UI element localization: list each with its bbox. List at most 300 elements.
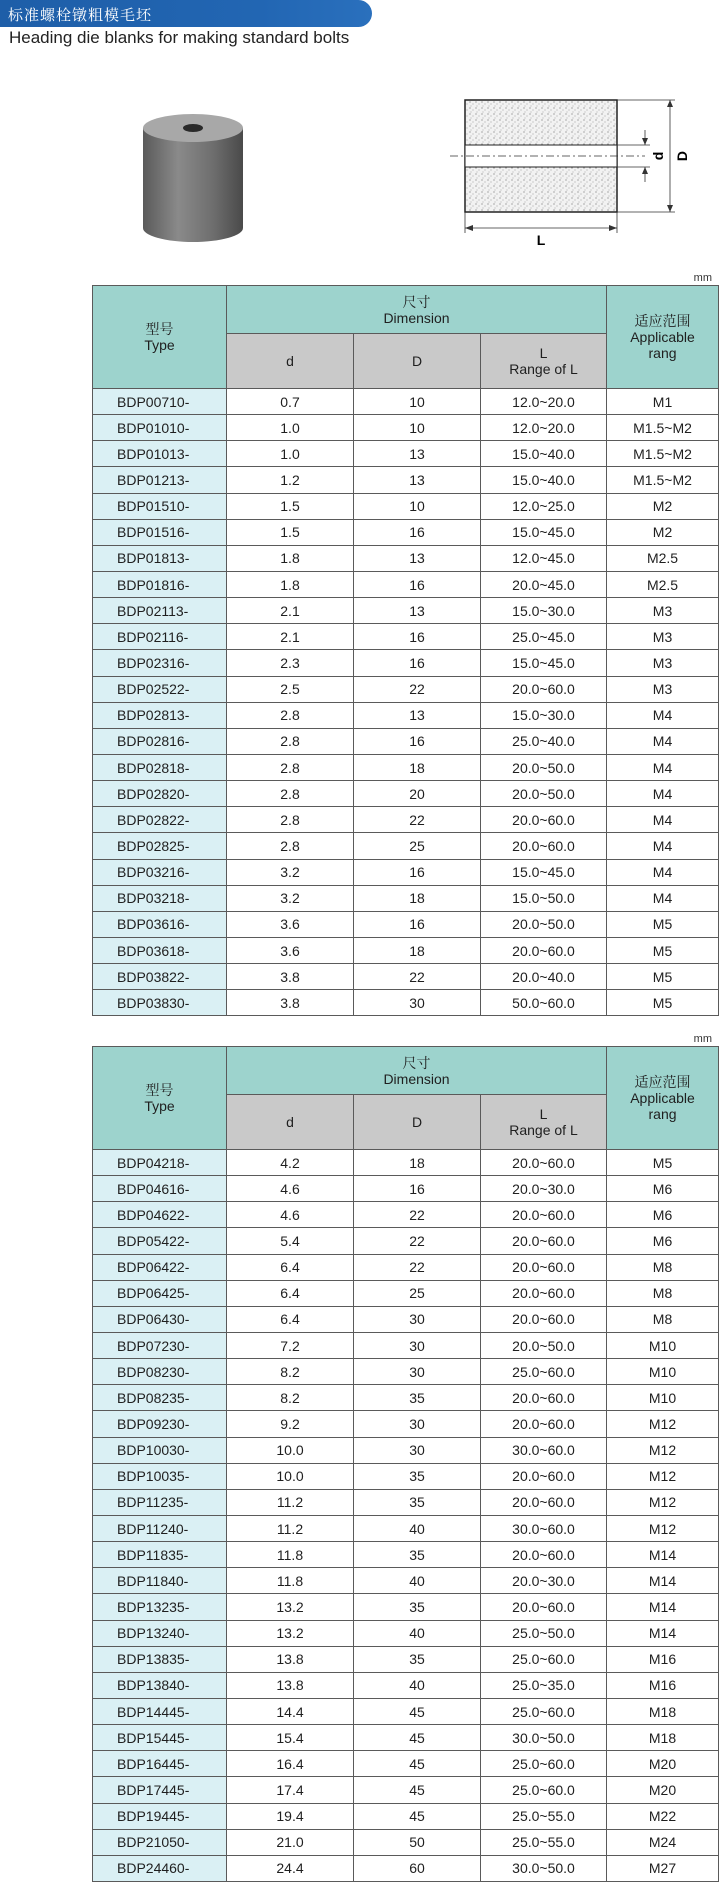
d-cell: 1.5 [227, 519, 354, 545]
table-row [93, 885, 719, 911]
D-cell: 16 [354, 859, 481, 885]
D-cell: 35 [354, 1594, 481, 1620]
L-range-cell: 20.0~50.0 [481, 754, 607, 780]
dimension-diagram [445, 95, 690, 250]
applicable-cell: M20 [607, 1751, 719, 1777]
type-cell: BDP14445- [93, 1698, 227, 1724]
d-cell: 3.2 [227, 885, 354, 911]
L-range-cell: 25.0~60.0 [481, 1777, 607, 1803]
d-cell: 6.4 [227, 1254, 354, 1280]
applicable-cell: M14 [607, 1620, 719, 1646]
applicable-cell: M4 [607, 807, 719, 833]
type-cell: BDP01013- [93, 441, 227, 467]
L-range-cell: 30.0~60.0 [481, 1515, 607, 1541]
type-cell: BDP03218- [93, 885, 227, 911]
applicable-cell: M14 [607, 1542, 719, 1568]
L-range-cell: 25.0~50.0 [481, 1620, 607, 1646]
D-cell: 13 [354, 598, 481, 624]
d-cell: 19.4 [227, 1803, 354, 1829]
header-type: 型号 Type [93, 286, 227, 389]
L-range-cell: 25.0~40.0 [481, 728, 607, 754]
type-cell: BDP17445- [93, 1777, 227, 1803]
L-range-cell: 20.0~60.0 [481, 1594, 607, 1620]
table2-unit: mm [693, 1033, 712, 1045]
type-cell: BDP10035- [93, 1463, 227, 1489]
header-applicable: 适应范围 Applicable rang [607, 1047, 719, 1150]
L-range-cell: 12.0~45.0 [481, 545, 607, 571]
L-range-cell: 12.0~20.0 [481, 415, 607, 441]
L-range-cell: 30.0~50.0 [481, 1725, 607, 1751]
type-cell: BDP04622- [93, 1202, 227, 1228]
d-cell: 10.0 [227, 1463, 354, 1489]
L-range-cell: 20.0~50.0 [481, 1332, 607, 1358]
applicable-cell: M5 [607, 911, 719, 937]
type-cell: BDP02825- [93, 833, 227, 859]
table-row [93, 990, 719, 1016]
table-row [93, 1515, 719, 1541]
header-dimension: 尺寸 Dimension [227, 286, 607, 334]
header-D: D [354, 334, 481, 389]
type-cell: BDP02820- [93, 781, 227, 807]
type-cell: BDP02522- [93, 676, 227, 702]
type-cell: BDP16445- [93, 1751, 227, 1777]
L-range-cell: 15.0~45.0 [481, 519, 607, 545]
type-cell: BDP02818- [93, 754, 227, 780]
table-row [93, 1829, 719, 1855]
d-cell: 10.0 [227, 1437, 354, 1463]
d-cell: 0.7 [227, 389, 354, 415]
type-cell: BDP02116- [93, 624, 227, 650]
d-cell: 3.6 [227, 937, 354, 963]
D-cell: 22 [354, 676, 481, 702]
type-cell: BDP03216- [93, 859, 227, 885]
D-cell: 30 [354, 1411, 481, 1437]
table-row [93, 415, 719, 441]
type-cell: BDP21050- [93, 1829, 227, 1855]
D-cell: 35 [354, 1646, 481, 1672]
type-cell: BDP01816- [93, 571, 227, 597]
L-range-cell: 20.0~60.0 [481, 1385, 607, 1411]
applicable-cell: M10 [607, 1332, 719, 1358]
d-cell: 2.5 [227, 676, 354, 702]
type-cell: BDP13840- [93, 1672, 227, 1698]
L-range-cell: 30.0~60.0 [481, 1437, 607, 1463]
applicable-cell: M12 [607, 1515, 719, 1541]
applicable-cell: M2 [607, 519, 719, 545]
table-row [93, 624, 719, 650]
D-cell: 50 [354, 1829, 481, 1855]
L-range-cell: 20.0~30.0 [481, 1568, 607, 1594]
d-cell: 2.8 [227, 754, 354, 780]
L-range-cell: 20.0~60.0 [481, 1411, 607, 1437]
applicable-cell: M8 [607, 1280, 719, 1306]
applicable-cell: M24 [607, 1829, 719, 1855]
d-cell: 24.4 [227, 1855, 354, 1881]
table-row [93, 728, 719, 754]
applicable-cell: M12 [607, 1489, 719, 1515]
type-cell: BDP04616- [93, 1176, 227, 1202]
D-cell: 16 [354, 571, 481, 597]
D-cell: 22 [354, 1228, 481, 1254]
type-cell: BDP01213- [93, 467, 227, 493]
d-cell: 2.8 [227, 728, 354, 754]
d-cell: 2.8 [227, 781, 354, 807]
L-range-cell: 25.0~60.0 [481, 1751, 607, 1777]
table-row [93, 1855, 719, 1881]
L-range-cell: 25.0~55.0 [481, 1829, 607, 1855]
table-row [93, 964, 719, 990]
applicable-cell: M4 [607, 728, 719, 754]
D-cell: 40 [354, 1515, 481, 1541]
d-cell: 3.2 [227, 859, 354, 885]
type-cell: BDP02816- [93, 728, 227, 754]
type-cell: BDP06430- [93, 1306, 227, 1332]
diagram-label-d: d [650, 151, 666, 161]
type-cell: BDP02316- [93, 650, 227, 676]
table-row [93, 1672, 719, 1698]
table-row [93, 1568, 719, 1594]
applicable-cell: M4 [607, 859, 719, 885]
applicable-cell: M4 [607, 702, 719, 728]
d-cell: 13.2 [227, 1620, 354, 1646]
D-cell: 30 [354, 1306, 481, 1332]
applicable-cell: M3 [607, 598, 719, 624]
table-row [93, 1254, 719, 1280]
D-cell: 16 [354, 911, 481, 937]
applicable-cell: M3 [607, 650, 719, 676]
applicable-cell: M5 [607, 937, 719, 963]
table-row [93, 1280, 719, 1306]
type-cell: BDP01516- [93, 519, 227, 545]
type-cell: BDP04218- [93, 1150, 227, 1176]
d-cell: 3.8 [227, 990, 354, 1016]
applicable-cell: M2 [607, 493, 719, 519]
table-row [93, 1150, 719, 1176]
applicable-cell: M14 [607, 1568, 719, 1594]
type-cell: BDP11235- [93, 1489, 227, 1515]
type-cell: BDP11835- [93, 1542, 227, 1568]
D-cell: 25 [354, 1280, 481, 1306]
D-cell: 35 [354, 1489, 481, 1515]
type-cell: BDP07230- [93, 1332, 227, 1358]
L-range-cell: 25.0~60.0 [481, 1359, 607, 1385]
d-cell: 1.2 [227, 467, 354, 493]
type-cell: BDP10030- [93, 1437, 227, 1463]
type-cell: BDP19445- [93, 1803, 227, 1829]
table-row [93, 1359, 719, 1385]
table-row [93, 1620, 719, 1646]
d-cell: 1.8 [227, 545, 354, 571]
applicable-cell: M20 [607, 1777, 719, 1803]
D-cell: 35 [354, 1385, 481, 1411]
table-row [93, 859, 719, 885]
L-range-cell: 20.0~60.0 [481, 1254, 607, 1280]
d-cell: 11.2 [227, 1515, 354, 1541]
table-row [93, 571, 719, 597]
applicable-cell: M1.5~M2 [607, 415, 719, 441]
L-range-cell: 15.0~30.0 [481, 598, 607, 624]
L-range-cell: 20.0~60.0 [481, 1463, 607, 1489]
table-row [93, 1332, 719, 1358]
D-cell: 45 [354, 1803, 481, 1829]
applicable-cell: M1.5~M2 [607, 467, 719, 493]
title-chinese: 标准螺栓镦粗模毛坯 [8, 6, 153, 24]
table-row [93, 676, 719, 702]
L-range-cell: 20.0~60.0 [481, 1306, 607, 1332]
d-cell: 1.5 [227, 493, 354, 519]
type-cell: BDP13835- [93, 1646, 227, 1672]
D-cell: 40 [354, 1672, 481, 1698]
d-cell: 16.4 [227, 1751, 354, 1777]
table-row [93, 1803, 719, 1829]
d-cell: 2.3 [227, 650, 354, 676]
applicable-cell: M5 [607, 964, 719, 990]
type-cell: BDP24460- [93, 1855, 227, 1881]
D-cell: 45 [354, 1751, 481, 1777]
type-cell: BDP15445- [93, 1725, 227, 1751]
D-cell: 60 [354, 1855, 481, 1881]
D-cell: 22 [354, 964, 481, 990]
D-cell: 30 [354, 1359, 481, 1385]
d-cell: 1.0 [227, 415, 354, 441]
applicable-cell: M10 [607, 1359, 719, 1385]
D-cell: 25 [354, 833, 481, 859]
blank-photo [135, 110, 255, 250]
applicable-cell: M22 [607, 1803, 719, 1829]
L-range-cell: 20.0~60.0 [481, 676, 607, 702]
d-cell: 11.2 [227, 1489, 354, 1515]
table-row [93, 702, 719, 728]
L-range-cell: 25.0~60.0 [481, 1698, 607, 1724]
table-row [93, 598, 719, 624]
L-range-cell: 20.0~60.0 [481, 833, 607, 859]
L-range-cell: 20.0~60.0 [481, 1202, 607, 1228]
D-cell: 22 [354, 1254, 481, 1280]
d-cell: 4.6 [227, 1176, 354, 1202]
D-cell: 40 [354, 1620, 481, 1646]
table-row [93, 1228, 719, 1254]
applicable-cell: M4 [607, 833, 719, 859]
d-cell: 9.2 [227, 1411, 354, 1437]
applicable-cell: M4 [607, 781, 719, 807]
d-cell: 1.8 [227, 571, 354, 597]
applicable-cell: M12 [607, 1463, 719, 1489]
d-cell: 2.8 [227, 702, 354, 728]
L-range-cell: 20.0~60.0 [481, 807, 607, 833]
d-cell: 8.2 [227, 1359, 354, 1385]
type-cell: BDP03822- [93, 964, 227, 990]
D-cell: 10 [354, 493, 481, 519]
D-cell: 16 [354, 728, 481, 754]
spec-table-1 [92, 285, 719, 1016]
type-cell: BDP09230- [93, 1411, 227, 1437]
header-L: L Range of L [481, 1095, 607, 1150]
L-range-cell: 25.0~60.0 [481, 1646, 607, 1672]
type-cell: BDP08235- [93, 1385, 227, 1411]
applicable-cell: M14 [607, 1594, 719, 1620]
applicable-cell: M8 [607, 1306, 719, 1332]
D-cell: 45 [354, 1725, 481, 1751]
table-row [93, 833, 719, 859]
d-cell: 2.1 [227, 598, 354, 624]
d-cell: 2.8 [227, 833, 354, 859]
type-cell: BDP06422- [93, 1254, 227, 1280]
D-cell: 13 [354, 441, 481, 467]
table1-unit: mm [693, 272, 712, 284]
D-cell: 45 [354, 1698, 481, 1724]
L-range-cell: 25.0~45.0 [481, 624, 607, 650]
d-cell: 3.8 [227, 964, 354, 990]
D-cell: 13 [354, 467, 481, 493]
table-row [93, 937, 719, 963]
applicable-cell: M6 [607, 1202, 719, 1228]
table-row [93, 781, 719, 807]
table-row [93, 1385, 719, 1411]
d-cell: 6.4 [227, 1306, 354, 1332]
type-cell: BDP03616- [93, 911, 227, 937]
d-cell: 15.4 [227, 1725, 354, 1751]
d-cell: 4.2 [227, 1150, 354, 1176]
header-dimension: 尺寸 Dimension [227, 1047, 607, 1095]
L-range-cell: 20.0~60.0 [481, 1150, 607, 1176]
type-cell: BDP02113- [93, 598, 227, 624]
D-cell: 35 [354, 1463, 481, 1489]
d-cell: 13.2 [227, 1594, 354, 1620]
type-cell: BDP08230- [93, 1359, 227, 1385]
type-cell: BDP13240- [93, 1620, 227, 1646]
L-range-cell: 25.0~35.0 [481, 1672, 607, 1698]
table-row [93, 1542, 719, 1568]
L-range-cell: 15.0~50.0 [481, 885, 607, 911]
L-range-cell: 20.0~50.0 [481, 911, 607, 937]
D-cell: 45 [354, 1777, 481, 1803]
type-cell: BDP01510- [93, 493, 227, 519]
table-row [93, 1437, 719, 1463]
L-range-cell: 15.0~40.0 [481, 467, 607, 493]
table-row [93, 441, 719, 467]
table-row [93, 1306, 719, 1332]
D-cell: 30 [354, 1332, 481, 1358]
table-row [93, 1698, 719, 1724]
applicable-cell: M5 [607, 990, 719, 1016]
D-cell: 16 [354, 650, 481, 676]
d-cell: 14.4 [227, 1698, 354, 1724]
D-cell: 18 [354, 1150, 481, 1176]
D-cell: 16 [354, 1176, 481, 1202]
d-cell: 8.2 [227, 1385, 354, 1411]
applicable-cell: M5 [607, 1150, 719, 1176]
D-cell: 20 [354, 781, 481, 807]
d-cell: 2.8 [227, 807, 354, 833]
D-cell: 18 [354, 937, 481, 963]
L-range-cell: 20.0~60.0 [481, 1489, 607, 1515]
table-row [93, 754, 719, 780]
L-range-cell: 20.0~50.0 [481, 781, 607, 807]
L-range-cell: 30.0~50.0 [481, 1855, 607, 1881]
L-range-cell: 15.0~45.0 [481, 650, 607, 676]
d-cell: 1.0 [227, 441, 354, 467]
type-cell: BDP11240- [93, 1515, 227, 1541]
D-cell: 18 [354, 754, 481, 780]
header-L: L Range of L [481, 334, 607, 389]
applicable-cell: M3 [607, 624, 719, 650]
D-cell: 13 [354, 702, 481, 728]
L-range-cell: 50.0~60.0 [481, 990, 607, 1016]
D-cell: 30 [354, 1437, 481, 1463]
D-cell: 18 [354, 885, 481, 911]
applicable-cell: M18 [607, 1698, 719, 1724]
L-range-cell: 15.0~45.0 [481, 859, 607, 885]
L-range-cell: 20.0~30.0 [481, 1176, 607, 1202]
table-row [93, 1489, 719, 1515]
d-cell: 13.8 [227, 1646, 354, 1672]
d-cell: 5.4 [227, 1228, 354, 1254]
table-row [93, 1202, 719, 1228]
applicable-cell: M8 [607, 1254, 719, 1280]
L-range-cell: 25.0~55.0 [481, 1803, 607, 1829]
applicable-cell: M3 [607, 676, 719, 702]
table-row [93, 1777, 719, 1803]
table-row [93, 519, 719, 545]
header-applicable: 适应范围 Applicable rang [607, 286, 719, 389]
applicable-cell: M2.5 [607, 545, 719, 571]
L-range-cell: 12.0~20.0 [481, 389, 607, 415]
table-row [93, 493, 719, 519]
type-cell: BDP02813- [93, 702, 227, 728]
table-row [93, 1594, 719, 1620]
type-cell: BDP01813- [93, 545, 227, 571]
applicable-cell: M27 [607, 1855, 719, 1881]
d-cell: 13.8 [227, 1672, 354, 1698]
d-cell: 6.4 [227, 1280, 354, 1306]
table-row [93, 1411, 719, 1437]
diagram-label-D: D [674, 150, 690, 162]
table-row [93, 1725, 719, 1751]
d-cell: 2.1 [227, 624, 354, 650]
d-cell: 17.4 [227, 1777, 354, 1803]
D-cell: 13 [354, 545, 481, 571]
d-cell: 21.0 [227, 1829, 354, 1855]
table-row [93, 545, 719, 571]
applicable-cell: M16 [607, 1672, 719, 1698]
applicable-cell: M6 [607, 1176, 719, 1202]
L-range-cell: 20.0~60.0 [481, 1228, 607, 1254]
D-cell: 10 [354, 389, 481, 415]
title-english: Heading die blanks for making standard bolts [9, 28, 350, 47]
applicable-cell: M1 [607, 389, 719, 415]
L-range-cell: 20.0~60.0 [481, 1280, 607, 1306]
D-cell: 40 [354, 1568, 481, 1594]
applicable-cell: M16 [607, 1646, 719, 1672]
type-cell: BDP06425- [93, 1280, 227, 1306]
type-cell: BDP13235- [93, 1594, 227, 1620]
table-row [93, 389, 719, 415]
L-range-cell: 15.0~30.0 [481, 702, 607, 728]
type-cell: BDP03618- [93, 937, 227, 963]
header-type: 型号 Type [93, 1047, 227, 1150]
d-cell: 11.8 [227, 1568, 354, 1594]
applicable-cell: M18 [607, 1725, 719, 1751]
table-row [93, 1463, 719, 1489]
applicable-cell: M10 [607, 1385, 719, 1411]
d-cell: 7.2 [227, 1332, 354, 1358]
diagram-label-L: L [536, 232, 546, 248]
table-row [93, 650, 719, 676]
D-cell: 35 [354, 1542, 481, 1568]
applicable-cell: M2.5 [607, 571, 719, 597]
d-cell: 3.6 [227, 911, 354, 937]
applicable-cell: M12 [607, 1437, 719, 1463]
